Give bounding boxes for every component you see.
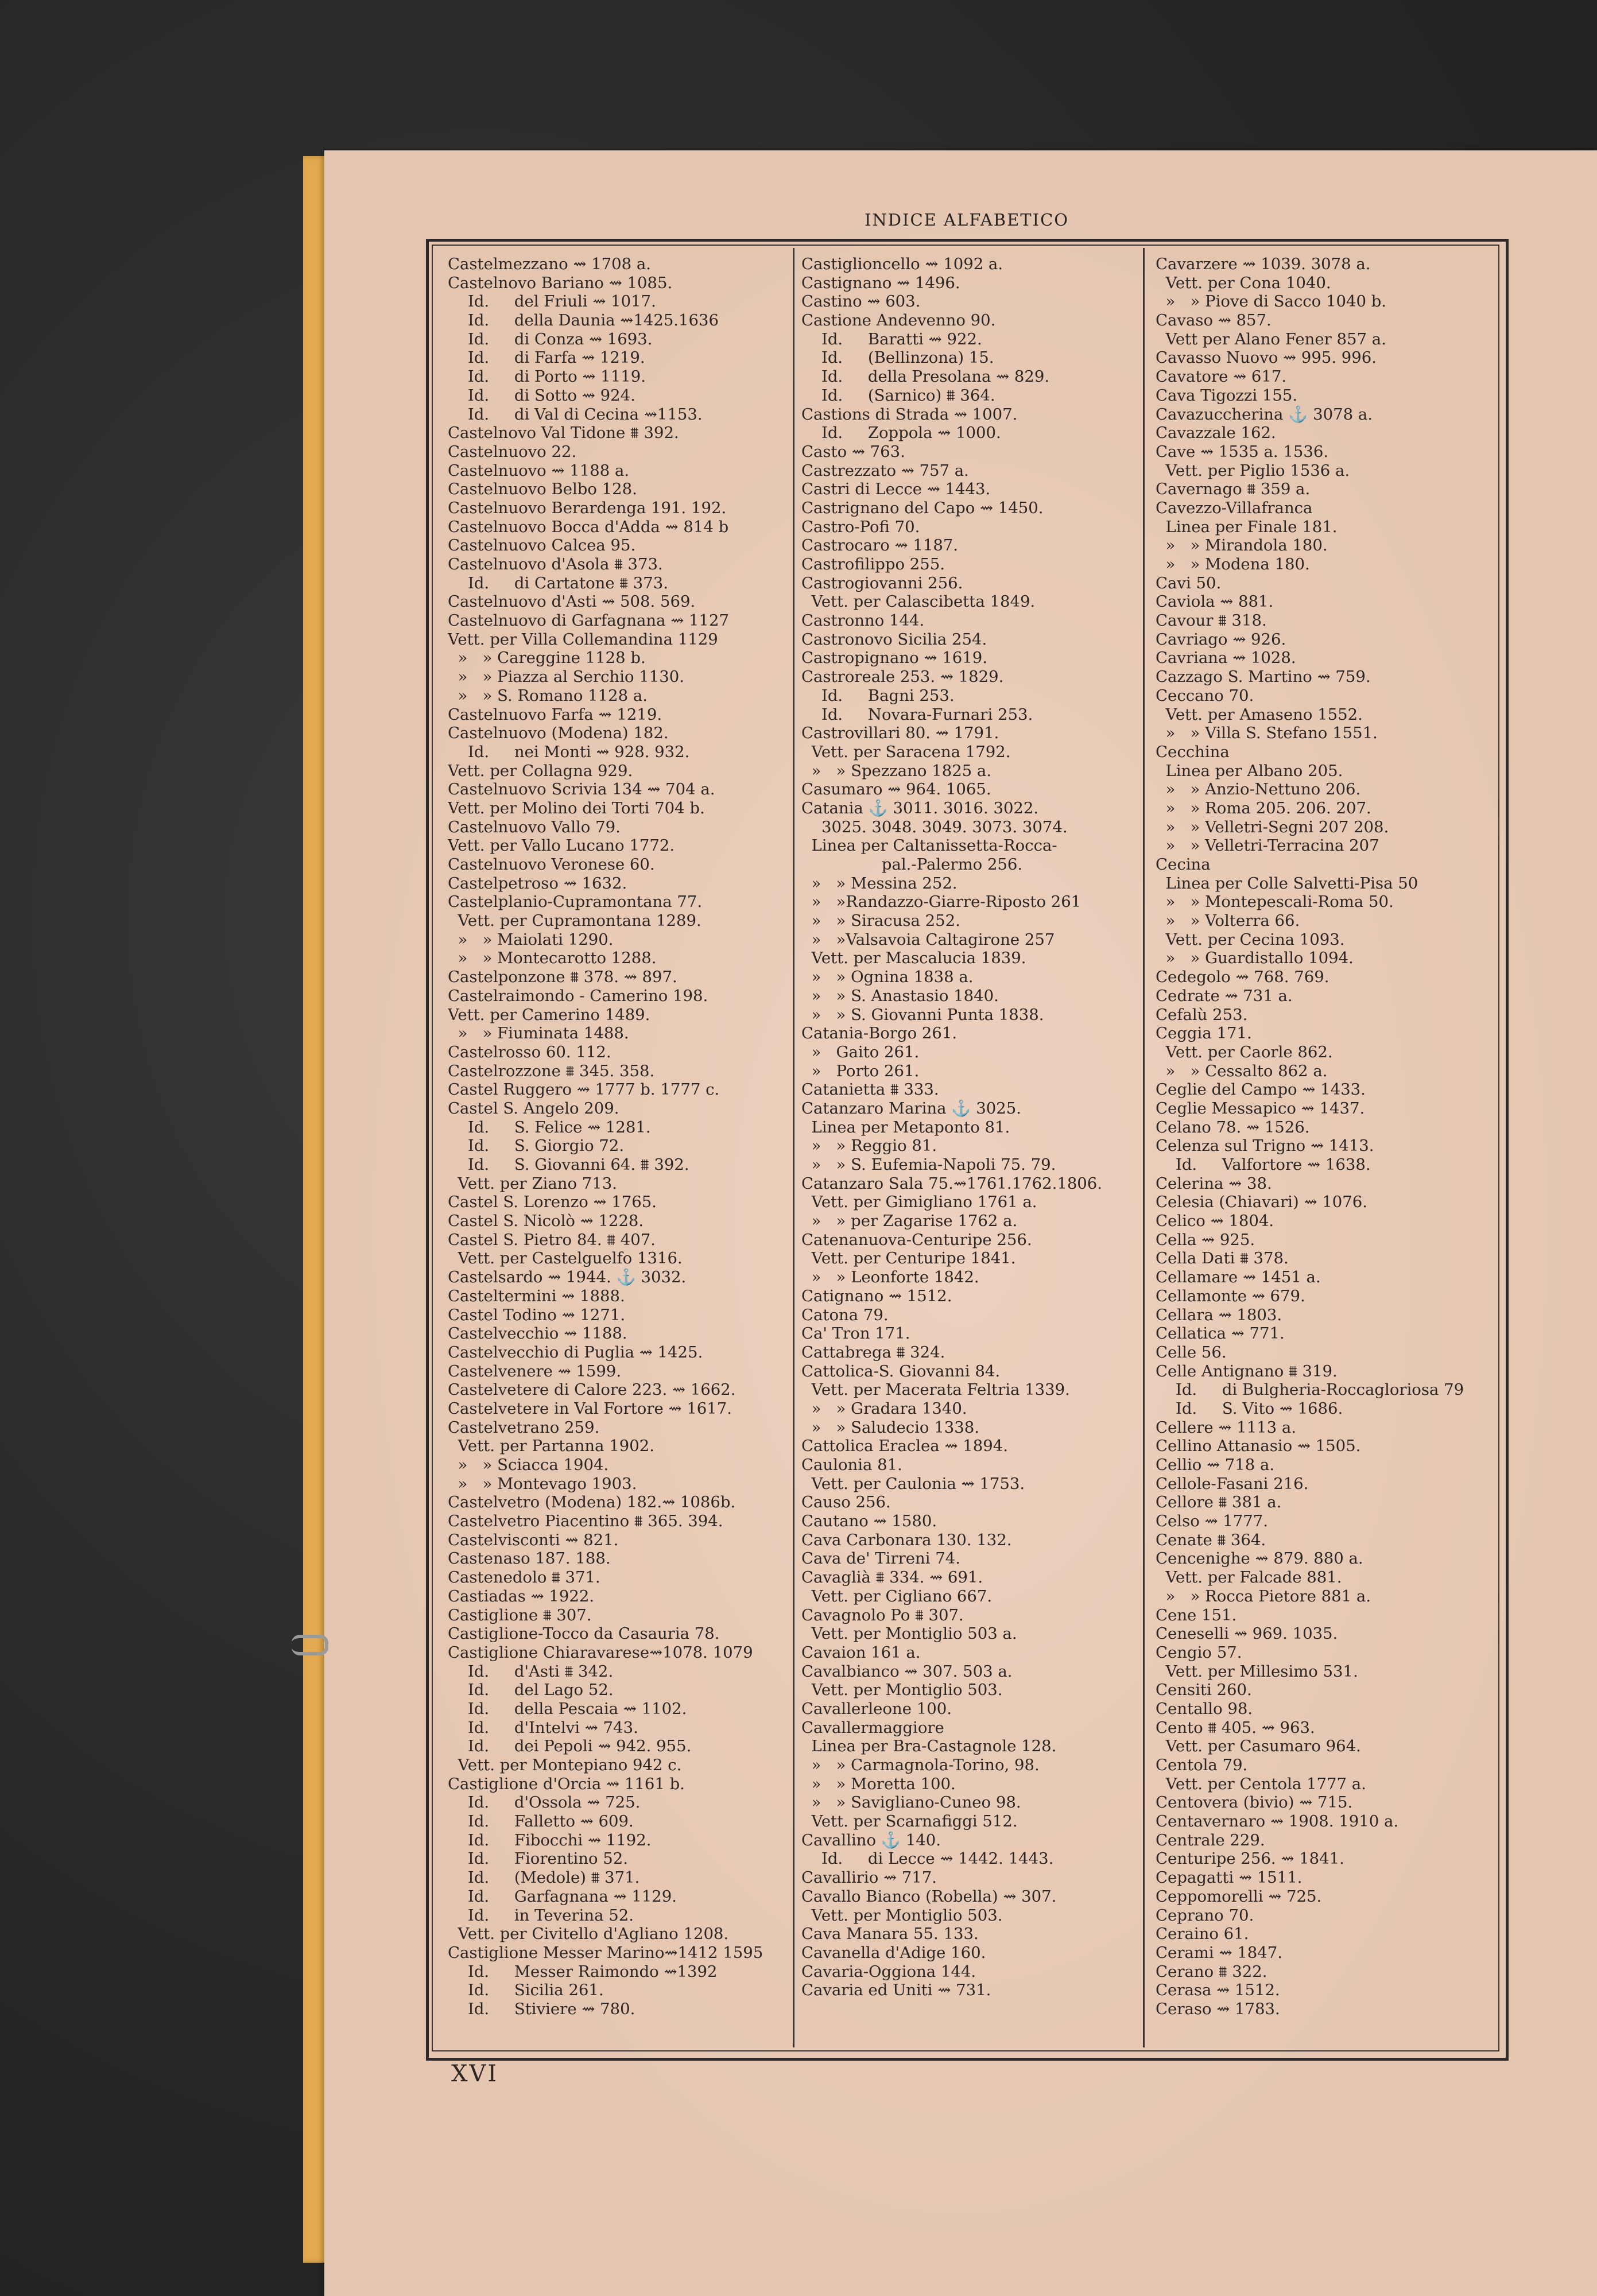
index-entry: Cavatore ⇝ 617. [1156,367,1287,386]
index-entry: Ceglie del Campo ⇝ 1433. [1156,1080,1366,1099]
index-entry: » » Roma 205. 206. 207. [1156,798,1371,817]
index-entry: Id. della Presolana ⇝ 829. [801,367,1050,386]
index-entry: Castelvetro (Modena) 182.⇝ 1086b. [448,1493,736,1512]
index-entry: Vett. per Caorle 862. [1156,1042,1333,1061]
index-entry: Ceraino 61. [1156,1925,1249,1944]
index-entry: Vett. per Piglio 1536 a. [1156,461,1350,480]
index-entry: » »Valsavoia Caltagirone 257 [801,930,1055,949]
index-entry: » Porto 261. [801,1061,920,1080]
index-entry: Cento ⩩ 405. ⇝ 963. [1156,1718,1315,1737]
index-entry: Castelnuovo Scrivia 134 ⇝ 704 a. [448,780,715,799]
index-column-1 [448,255,790,2043]
index-entry: Vett. per Partanna 1902. [448,1437,654,1456]
index-entry: Vett. per Cona 1040. [1156,273,1331,292]
index-entry: Vett. per Montiglio 503. [801,1681,1003,1700]
index-entry: » » Montepescali-Roma 50. [1156,893,1394,912]
index-entry: » » Piove di Sacco 1040 b. [1156,292,1387,311]
index-entry: Cazzago S. Martino ⇝ 759. [1156,668,1371,687]
index-entry: Vett. per Montepiano 942 c. [448,1756,682,1774]
index-entry: Linea per Metaponto 81. [801,1118,1010,1137]
index-entry: pal.-Palermo 256. [801,855,1023,874]
index-entry: Vett. per Ziano 713. [448,1174,617,1193]
index-entry: » » Maiolati 1290. [448,930,614,949]
index-entry: Cavaria-Oggiona 144. [801,1962,976,1981]
index-entry: » » Savigliano-Cuneo 98. [801,1793,1021,1812]
index-entry: Castro-Pofi 70. [801,517,920,536]
index-entry: Castelvecchio di Puglia ⇝ 1425. [448,1343,703,1362]
index-entry: Id. di Conza ⇝ 1693. [448,329,653,348]
index-entry: Ceraso ⇝ 1783. [1156,1999,1280,2018]
index-entry: Cellara ⇝ 1803. [1156,1305,1282,1324]
index-entry: Vett. per Mascalucia 1839. [801,949,1026,968]
index-entry: Vett. per Villa Collemandina 1129 [448,630,718,649]
index-entry: Cava Carbonara 130. 132. [801,1530,1012,1549]
index-entry: Castelvenere ⇝ 1599. [448,1362,622,1380]
index-entry: Castronno 144. [801,611,925,630]
index-entry: Cella ⇝ 925. [1156,1230,1255,1249]
index-entry: Castelnuovo (Modena) 182. [448,724,669,743]
index-entry: Vett per Alano Fener 857 a. [1156,329,1386,348]
index-entry: » » S. Giovanni Punta 1838. [801,1005,1044,1024]
index-entry: Vett. per Saracena 1792. [801,742,1011,761]
column-divider [793,248,794,2047]
index-entry: » » Guardistallo 1094. [1156,949,1354,968]
index-entry: Cavallermaggiore [801,1718,944,1737]
index-entry: Vett. per Caulonia ⇝ 1753. [801,1474,1025,1493]
index-entry: Id. d'Ossola ⇝ 725. [448,1793,641,1812]
index-entry: Vett. per Montiglio 503. [801,1906,1003,1925]
index-entry: Vett. per Millesimo 531. [1156,1662,1358,1681]
index-entry: Cerano ⩩ 322. [1156,1962,1267,1981]
index-entry: Cellere ⇝ 1113 a. [1156,1418,1296,1437]
index-entry: Castel S. Pietro 84. ⩩ 407. [448,1230,656,1249]
index-entry: Castrovillari 80. ⇝ 1791. [801,724,999,743]
index-entry: Ceccano 70. [1156,686,1254,705]
index-entry: Cavarzere ⇝ 1039. 3078 a. [1156,255,1371,273]
index-entry: Ceppomorelli ⇝ 725. [1156,1887,1322,1906]
index-entry: Castelsardo ⇝ 1944. ⚓ 3032. [448,1268,687,1287]
index-entry: Castelvetrano 259. [448,1418,600,1437]
index-entry: Cavezzo-Villafranca [1156,498,1313,517]
index-column-3 [1156,255,1498,2043]
index-entry: » » Velletri-Segni 207 208. [1156,817,1389,836]
index-entry: Cavagnolo Po ⩩ 307. [801,1605,964,1624]
index-entry: Casto ⇝ 763. [801,442,905,461]
index-entry: Vett. per Calascibetta 1849. [801,592,1036,611]
index-entry: Id. del Lago 52. [448,1681,614,1700]
index-entry: Id. Garfagnana ⇝ 1129. [448,1887,677,1906]
index-entry: Castelmezzano ⇝ 1708 a. [448,255,652,273]
index-entry: Cattolica-S. Giovanni 84. [801,1362,1001,1380]
index-entry: » » Gradara 1340. [801,1399,967,1418]
index-entry: Castel Ruggero ⇝ 1777 b. 1777 c. [448,1080,720,1099]
index-entry: Centrale 229. [1156,1830,1265,1849]
index-entry: » » Reggio 81. [801,1137,937,1155]
index-entry: Cavaso ⇝ 857. [1156,311,1272,330]
index-entry: Cecchina [1156,742,1230,761]
index-entry: Catanzaro Marina ⚓ 3025. [801,1099,1021,1118]
index-entry: Castelnuovo d'Asola ⩩ 373. [448,555,663,573]
index-entry: Id. (Medole) ⩩ 371. [448,1868,640,1887]
index-entry: Castiglione ⩩ 307. [448,1605,592,1624]
index-entry: Casumaro ⇝ 964. 1065. [801,780,991,799]
index-entry: Castelponzone ⩩ 378. ⇝ 897. [448,968,677,987]
index-entry: Castelnuovo d'Asti ⇝ 508. 569. [448,592,696,611]
index-entry: » » Carmagnola-Torino, 98. [801,1756,1040,1774]
index-entry: Cava de' Tirreni 74. [801,1549,960,1568]
index-entry: Cavaglià ⩩ 334. ⇝ 691. [801,1568,983,1587]
index-entry: Id. S. Vito ⇝ 1686. [1156,1399,1343,1418]
index-entry: Cavernago ⩩ 359 a. [1156,480,1311,499]
index-entry: Castrofilippo 255. [801,555,945,573]
index-entry: » » S. Anastasio 1840. [801,986,999,1005]
index-entry: Id. Valfortore ⇝ 1638. [1156,1155,1371,1174]
index-entry: Celerina ⇝ 38. [1156,1174,1272,1193]
index-entry: Id. Zoppola ⇝ 1000. [801,424,1001,443]
index-entry: » » Leonforte 1842. [801,1268,979,1287]
index-entry: Castelrosso 60. 112. [448,1042,611,1061]
index-entry: Cavallirio ⇝ 717. [801,1868,937,1887]
index-entry: Id. di Val di Cecina ⇝1153. [448,405,703,424]
index-entry: Cavallo Bianco (Robella) ⇝ 307. [801,1887,1057,1906]
index-entry: Id. S. Giovanni 64. ⩩ 392. [448,1155,689,1174]
index-entry: Celano 78. ⇝ 1526. [1156,1118,1310,1137]
index-entry: Cengio 57. [1156,1643,1242,1662]
index-entry: Castelvetro Piacentino ⩩ 365. 394. [448,1512,723,1531]
index-entry: Cellino Attanasio ⇝ 1505. [1156,1437,1361,1456]
index-entry: Cave ⇝ 1535 a. 1536. [1156,442,1329,461]
index-entry: Id. d'Intelvi ⇝ 743. [448,1718,638,1737]
index-entry: Centovera (bivio) ⇝ 715. [1156,1793,1353,1812]
index-entry: Vett. per Cecina 1093. [1156,930,1345,949]
index-entry: » » Mirandola 180. [1156,536,1328,555]
index-entry: » » Villa S. Stefano 1551. [1156,724,1378,743]
index-entry: Id. di Porto ⇝ 1119. [448,367,646,386]
index-entry: Cefalù 253. [1156,1005,1248,1024]
index-entry: Castelnuovo Berardenga 191. 192. [448,498,727,517]
index-entry: Castelnuovo 22. [448,442,577,461]
index-entry: Id. di Bulgheria-Roccagloriosa 79 [1156,1380,1464,1399]
index-entry: Castronovo Sicilia 254. [801,630,987,649]
index-entry: Celle 56. [1156,1343,1227,1362]
index-entry: Vett. per Cigliano 667. [801,1587,993,1605]
index-entry: Id. in Teverina 52. [448,1906,634,1925]
index-entry: Caulonia 81. [801,1456,902,1474]
index-entry: Id. della Pescaia ⇝ 1102. [448,1699,687,1718]
index-entry: Cavriana ⇝ 1028. [1156,649,1296,668]
index-entry: Castenaso 187. 188. [448,1549,611,1568]
index-entry: » » Moretta 100. [801,1774,956,1793]
index-entry: Vett. per Molino dei Torti 704 b. [448,798,705,817]
index-entry: Cautano ⇝ 1580. [801,1512,937,1531]
index-entry: Id. nei Monti ⇝ 928. 932. [448,742,690,761]
index-entry: Castiadas ⇝ 1922. [448,1587,595,1605]
page-title: INDICE ALFABETICO [864,210,1069,230]
index-entry: Vett. per Amaseno 1552. [1156,705,1363,724]
index-entry: Cavallerleone 100. [801,1699,952,1718]
index-entry: Castelvisconti ⇝ 821. [448,1530,619,1549]
index-entry: Id. Fiorentino 52. [448,1849,629,1868]
index-entry: Id. Fibocchi ⇝ 1192. [448,1830,652,1849]
index-entry: Cavallino ⚓ 140. [801,1830,941,1849]
index-entry: Cavaria ed Uniti ⇝ 731. [801,1981,991,2000]
index-entry: Vett. per Casumaro 964. [1156,1737,1361,1756]
index-entry: Celenza sul Trigno ⇝ 1413. [1156,1137,1374,1155]
index-entry: Id. Novara-Furnari 253. [801,705,1033,724]
index-entry: Castignano ⇝ 1496. [801,273,960,292]
index-entry: Catania ⚓ 3011. 3016. 3022. [801,798,1039,817]
index-entry: Castelrozzone ⩩ 345. 358. [448,1061,655,1080]
index-entry: Ceneselli ⇝ 969. 1035. [1156,1624,1338,1643]
index-entry: Id. Baratti ⇝ 922. [801,329,982,348]
index-entry: Castelpetroso ⇝ 1632. [448,874,627,893]
index-entry: Centuripe 256. ⇝ 1841. [1156,1849,1344,1868]
index-entry: » » Careggine 1128 b. [448,649,646,668]
index-entry: Castelvetere in Val Fortore ⇝ 1617. [448,1399,732,1418]
index-entry: Id. S. Giorgio 72. [448,1137,625,1155]
index-entry: » Gaito 261. [801,1042,920,1061]
index-entry: » » Siracusa 252. [801,912,960,930]
index-entry: Castiglione Chiaravarese⇝1078. 1079 [448,1643,753,1662]
index-entry: Castelnovo Bariano ⇝ 1085. [448,273,673,292]
index-entry: Id. di Lecce ⇝ 1442. 1443. [801,1849,1054,1868]
index-entry: Vett. per Castelguelfo 1316. [448,1249,683,1268]
index-entry: » » Volterra 66. [1156,912,1300,930]
index-entry: Id. del Friuli ⇝ 1017. [448,292,656,311]
index-entry: Cavasso Nuovo ⇝ 995. 996. [1156,348,1377,367]
index-entry: Castel S. Lorenzo ⇝ 1765. [448,1193,657,1212]
index-entry: Linea per Caltanissetta-Rocca- [801,836,1057,855]
index-entry: Castel S. Nicolò ⇝ 1228. [448,1212,644,1231]
index-entry: » » Anzio-Nettuno 206. [1156,780,1361,799]
index-entry: Cencenighe ⇝ 879. 880 a. [1156,1549,1363,1568]
index-entry: Cavazuccherina ⚓ 3078 a. [1156,405,1373,424]
index-entry: » » S. Eufemia-Napoli 75. 79. [801,1155,1056,1174]
index-entry: Vett. per Centuripe 1841. [801,1249,1016,1268]
index-entry: Cava Manara 55. 133. [801,1925,979,1944]
index-entry: Castrogiovanni 256. [801,573,963,592]
index-entry: Catanietta ⩩ 333. [801,1080,939,1099]
index-entry: Castelvecchio ⇝ 1188. [448,1324,627,1343]
index-entry: Castino ⇝ 603. [801,292,921,311]
index-entry: Celesia (Chiavari) ⇝ 1076. [1156,1193,1367,1212]
index-entry: Id. Messer Raimondo ⇝1392 [448,1962,718,1981]
page-number: XVI [451,2061,499,2087]
index-entry: Castions di Strada ⇝ 1007. [801,405,1018,424]
index-entry: Castrignano del Capo ⇝ 1450. [801,498,1044,517]
index-entry: » » Modena 180. [1156,555,1310,573]
index-entry: Cavazzale 162. [1156,424,1276,443]
index-column-2 [801,255,1144,2043]
index-entry: Cecina [1156,855,1211,874]
index-entry: Linea per Bra-Castagnole 128. [801,1737,1057,1756]
index-entry: Castropignano ⇝ 1619. [801,649,987,668]
index-entry: Castroreale 253. ⇝ 1829. [801,668,1004,687]
index-entry: Linea per Colle Salvetti-Pisa 50 [1156,874,1418,893]
index-entry: Casteltermini ⇝ 1888. [448,1286,625,1305]
index-entry: Cellamare ⇝ 1451 a. [1156,1268,1321,1287]
index-entry: » » Velletri-Terracina 207 [1156,836,1379,855]
index-entry: Vett. per Camerino 1489. [448,1005,650,1024]
index-entry: Cavriago ⇝ 926. [1156,630,1286,649]
paper-clip [292,1635,328,1655]
index-entry: Castelnuovo Farfa ⇝ 1219. [448,705,662,724]
index-entry: Id. S. Felice ⇝ 1281. [448,1118,651,1137]
index-entry: Catania-Borgo 261. [801,1024,958,1043]
index-entry: Id. (Sarnico) ⩩ 364. [801,386,995,405]
index-entry: Castelvetere di Calore 223. ⇝ 1662. [448,1380,736,1399]
index-entry: Vett. per Falcade 881. [1156,1568,1342,1587]
index-entry: Cerami ⇝ 1847. [1156,1943,1282,1962]
index-entry: Cavalbianco ⇝ 307. 503 a. [801,1662,1013,1681]
index-entry: Catignano ⇝ 1512. [801,1286,952,1305]
index-entry: Cene 151. [1156,1605,1237,1624]
index-entry: Id. Stiviere ⇝ 780. [448,1999,635,2018]
index-entry: Castelplanio-Cupramontana 77. [448,893,703,912]
index-entry: » » Montecarotto 1288. [448,949,657,968]
index-entry: Vett. per Montiglio 503 a. [801,1624,1017,1643]
index-entry: Catenanuova-Centuripe 256. [801,1230,1032,1249]
index-entry: Id. (Bellinzona) 15. [801,348,994,367]
index-entry: Vett. per Centola 1777 a. [1156,1774,1366,1793]
index-entry: Celle Antignano ⩩ 319. [1156,1362,1338,1380]
index-entry: » » Saludecio 1338. [801,1418,979,1437]
index-entry: Ceprano 70. [1156,1906,1254,1925]
index-entry: » » Fiuminata 1488. [448,1024,629,1043]
index-entry: Castelnuovo Belbo 128. [448,480,637,499]
index-entry: Castiglione-Tocco da Casauria 78. [448,1624,720,1643]
index-entry: Castelnuovo Vallo 79. [448,817,621,836]
index-entry: » » Messina 252. [801,874,958,893]
index-entry: Causo 256. [801,1493,891,1512]
index-entry: Castrezzato ⇝ 757 a. [801,461,969,480]
index-entry: Celico ⇝ 1804. [1156,1212,1274,1231]
index-entry: » » Spezzano 1825 a. [801,761,992,780]
index-entry: » » Ognina 1838 a. [801,968,974,987]
index-entry: Castelnuovo Calcea 95. [448,536,636,555]
index-entry: Vett. per Vallo Lucano 1772. [448,836,675,855]
index-entry: Id. di Farfa ⇝ 1219. [448,348,645,367]
index-entry: » » per Zagarise 1762 a. [801,1212,1018,1231]
index-entry: Vett. per Macerata Feltria 1339. [801,1380,1070,1399]
index-entry: Cellatica ⇝ 771. [1156,1324,1285,1343]
index-entry: Cella Dati ⩩ 378. [1156,1249,1289,1268]
index-entry: Cellore ⩩ 381 a. [1156,1493,1282,1512]
index-entry: Cellole-Fasani 216. [1156,1474,1309,1493]
index-entry: » » Montevago 1903. [448,1474,637,1493]
index-entry: Vett. per Civitello d'Agliano 1208. [448,1925,729,1944]
index-entry: 3025. 3048. 3049. 3073. 3074. [801,817,1068,836]
index-entry: Castiglioncello ⇝ 1092 a. [801,255,1003,273]
index-entry: Cellio ⇝ 718 a. [1156,1456,1275,1474]
index-entry: Vett. per Gimigliano 1761 a. [801,1193,1037,1212]
index-entry: Ca' Tron 171. [801,1324,910,1343]
index-entry: » » Cessalto 862 a. [1156,1061,1328,1080]
index-entry: Id. Falletto ⇝ 609. [448,1812,634,1831]
index-entry: Id. Bagni 253. [801,686,955,705]
index-entry: » » Rocca Pietore 881 a. [1156,1587,1371,1605]
index-entry: Castione Andevenno 90. [801,311,996,330]
index-entry: Vett. per Collagna 929. [448,761,633,780]
index-entry: Cavanella d'Adige 160. [801,1943,986,1962]
index-entry: Cavi 50. [1156,573,1222,592]
index-entry: Centavernaro ⇝ 1908. 1910 a. [1156,1812,1399,1831]
index-entry: Cenate ⩩ 364. [1156,1530,1266,1549]
index-entry: Ceglie Messapico ⇝ 1437. [1156,1099,1365,1118]
index-entry: Castelnovo Val Tidone ⩩ 392. [448,424,679,443]
index-entry: Censiti 260. [1156,1681,1252,1700]
index-entry: Id. d'Asti ⩩ 342. [448,1662,614,1681]
index-entry: Ceggia 171. [1156,1024,1252,1043]
index-entry: Caviola ⇝ 881. [1156,592,1274,611]
index-entry: Castiglione d'Orcia ⇝ 1161 b. [448,1774,685,1793]
index-entry: Castelnuovo Veronese 60. [448,855,655,874]
index-entry: Cedegolo ⇝ 768. 769. [1156,968,1329,987]
index-entry: Linea per Albano 205. [1156,761,1343,780]
index-entry: Castelnuovo Bocca d'Adda ⇝ 814 b [448,517,729,536]
index-entry: Cavour ⩩ 318. [1156,611,1267,630]
index-entry: Linea per Finale 181. [1156,517,1338,536]
index-entry: Id. dei Pepoli ⇝ 942. 955. [448,1737,692,1756]
index-entry: Id. Sicilia 261. [448,1981,604,2000]
index-entry: Cellamonte ⇝ 679. [1156,1286,1305,1305]
index-entry: Castel Todino ⇝ 1271. [448,1305,626,1324]
index-entry: Castelraimondo - Camerino 198. [448,986,708,1005]
index-entry: Catanzaro Sala 75.⇝1761.1762.1806. [801,1174,1103,1193]
index-entry: Cavaion 161 a. [801,1643,921,1662]
index-entry: Cepagatti ⇝ 1511. [1156,1868,1303,1887]
index-entry: Id. di Cartatone ⩩ 373. [448,573,669,592]
index-entry: Cava Tigozzi 155. [1156,386,1298,405]
index-entry: Cattolica Eraclea ⇝ 1894. [801,1437,1008,1456]
index-entry: Centallo 98. [1156,1699,1253,1718]
index-entry: Castrocaro ⇝ 1187. [801,536,959,555]
index-entry: Castiglione Messer Marino⇝1412 1595 [448,1943,763,1962]
index-entry: Vett. per Cupramontana 1289. [448,912,701,930]
index-entry: Id. della Daunia ⇝1425.1636 [448,311,719,330]
index-entry: Vett. per Scarnafiggi 512. [801,1812,1018,1831]
index-entry: Id. di Sotto ⇝ 924. [448,386,635,405]
index-entry: Cedrate ⇝ 731 a. [1156,986,1293,1005]
index-entry: Catona 79. [801,1305,889,1324]
index-entry: Castenedolo ⩩ 371. [448,1568,600,1587]
index-entry: » » Piazza al Serchio 1130. [448,668,685,687]
index-entry: Cerasa ⇝ 1512. [1156,1981,1280,2000]
index-entry: Castel S. Angelo 209. [448,1099,619,1118]
index-entry: Celso ⇝ 1777. [1156,1512,1269,1531]
index-entry: » » S. Romano 1128 a. [448,686,648,705]
index-entry: Castri di Lecce ⇝ 1443. [801,480,991,499]
index-entry: » » Sciacca 1904. [448,1456,609,1474]
index-entry: Castelnuovo di Garfagnana ⇝ 1127 [448,611,730,630]
index-entry: Cattabrega ⩩ 324. [801,1343,945,1362]
index-entry: Centola 79. [1156,1756,1248,1774]
index-entry: Castelnuovo ⇝ 1188 a. [448,461,630,480]
index-entry: » »Randazzo-Giarre-Riposto 261 [801,893,1082,912]
